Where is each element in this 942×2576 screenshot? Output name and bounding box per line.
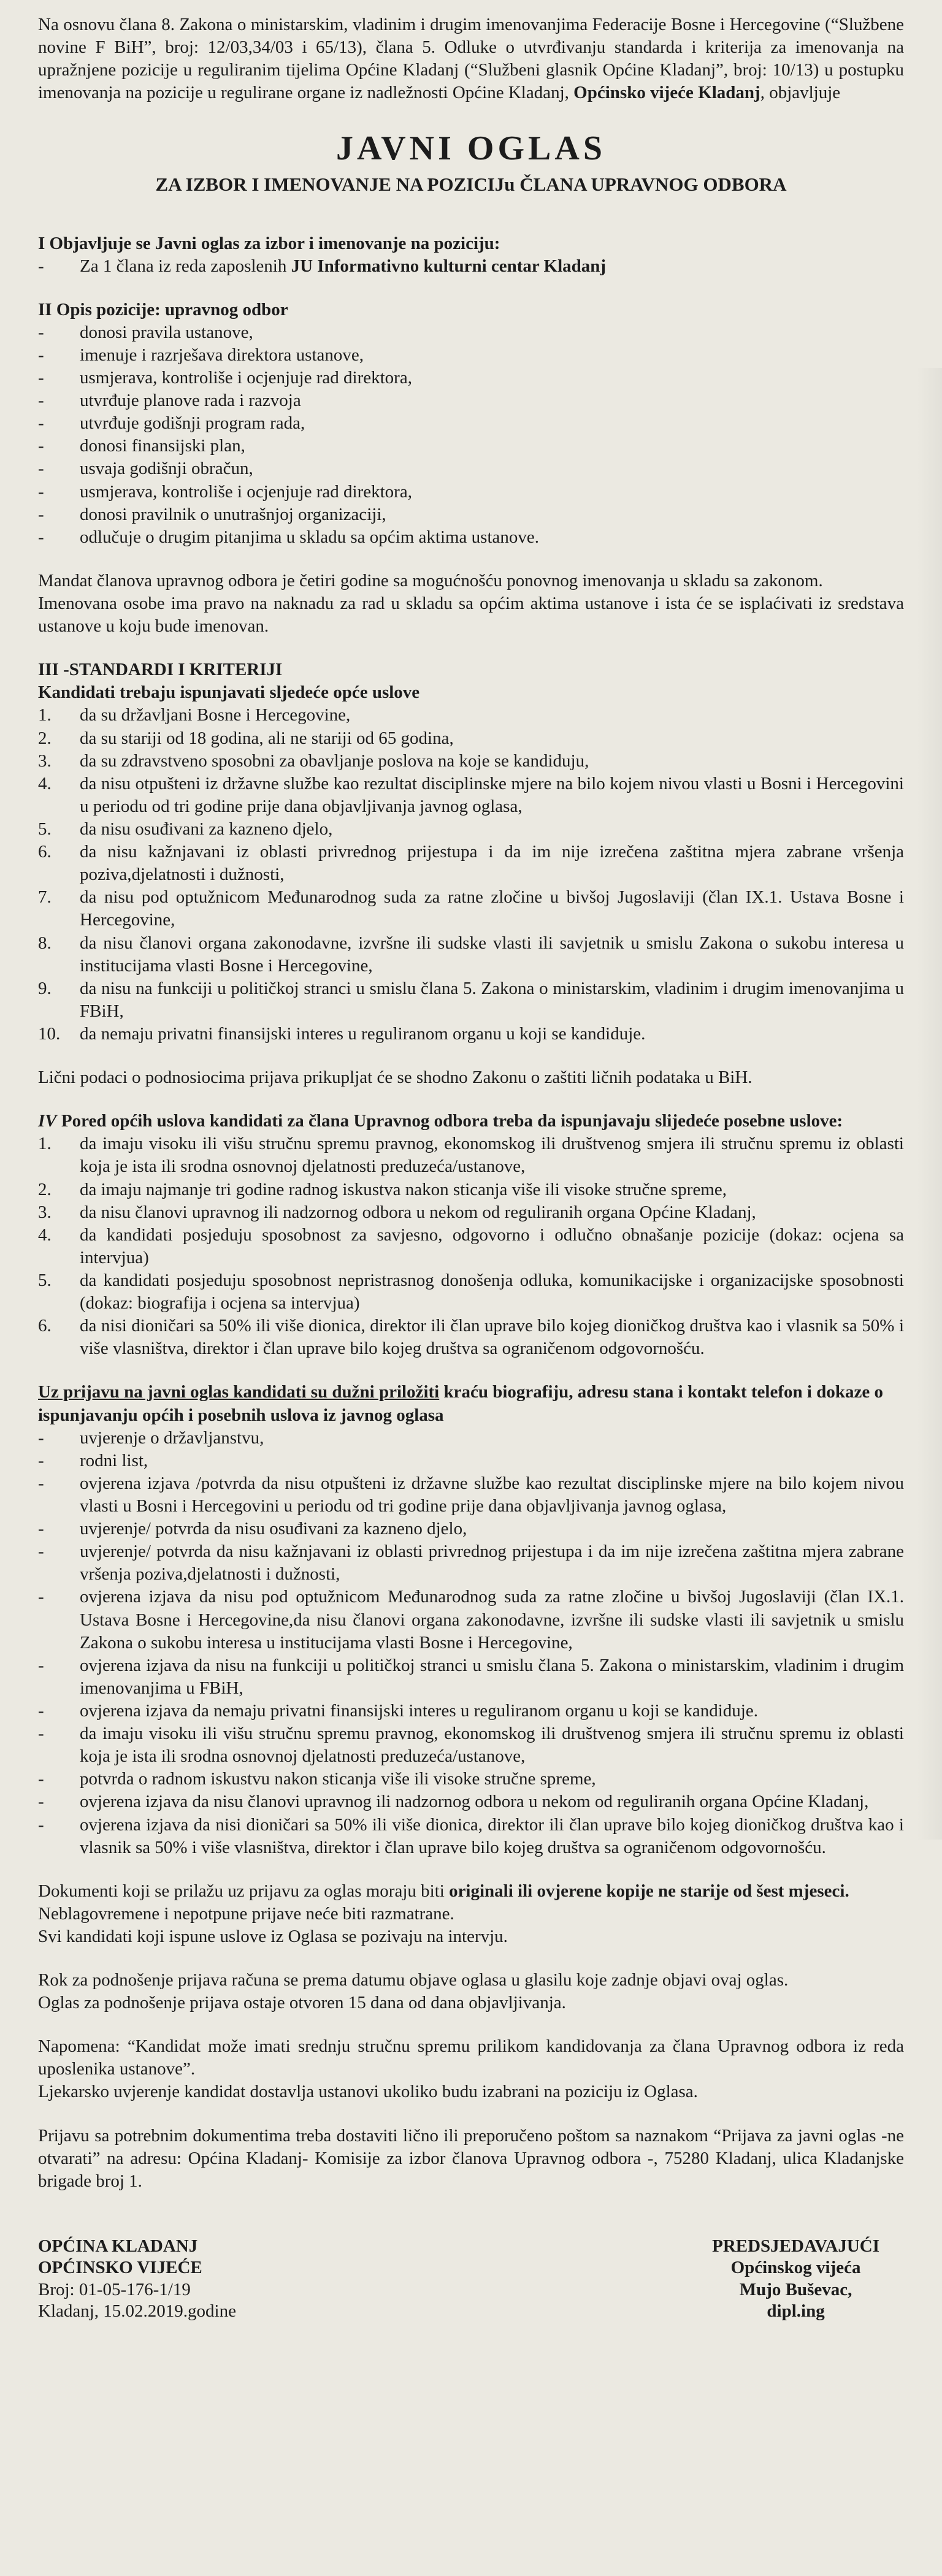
compensation-text: Imenovana osobe ima pravo na naknadu za rad u skladu sa općim aktima ustanove i ista će se isplaćivati iz sredstava ustanove u koju bude imenovan. bbox=[38, 594, 904, 636]
list-item bbox=[38, 841, 904, 886]
list-item: - rodni list, bbox=[38, 1450, 904, 1472]
list-text: da nisu članovi organa zakonodavne, izvršne ili sudske vlasti ili savjetnik u smislu Zakona o sukobu interesa u institucijama vlasti Bosne i Hercegovine, bbox=[80, 933, 904, 976]
list-number: 5. bbox=[38, 1270, 52, 1290]
list-number: 7. bbox=[38, 887, 52, 908]
list-number: 5. bbox=[38, 819, 52, 839]
list-item: - uvjerenje/ potvrda da nisu kažnjavani iz oblasti privrednog prijestupa i da im nije izrečena zaštitna mjera zabrane vršenja poziva,djelatnosti i dužnosti, bbox=[38, 1540, 904, 1586]
list-number: 6. bbox=[38, 1316, 52, 1336]
chairman-title: dipl.ing bbox=[767, 2301, 825, 2322]
chairman-name: Mujo Buševac, bbox=[739, 2279, 852, 2299]
list-item: - usvaja godišnji obračun, bbox=[38, 457, 904, 480]
issuer-block bbox=[38, 2236, 236, 2323]
section-description bbox=[38, 299, 904, 549]
section-position bbox=[38, 232, 904, 278]
position-list bbox=[38, 255, 904, 278]
documents-text: Dokumenti koji se prilažu uz prijavu za oglas moraju biti originali ili ovjerene kopije ne starije od šest mjeseci. bbox=[38, 1881, 849, 1901]
list-number: 4. bbox=[38, 1225, 52, 1245]
list-number: 9. bbox=[38, 978, 52, 998]
list-item: - utvrđuje planove rada i razvoja bbox=[38, 389, 904, 412]
document-subtitle: ZA IZBOR I IMENOVANJE NA POZICIJu ČLANA UPRAVNOG ODBORA bbox=[155, 173, 787, 195]
list-text: da nisu kažnjavani iz oblasti privrednog prijestupa i da im nije izrečena zaštitna mjera zabrane vršenja poziva,djelatnosti i dužnosti, bbox=[80, 842, 904, 885]
list-item: - ovjerena izjava da nemaju privatni finansijski interes u reguliranom organu u koji se kandiduje. bbox=[38, 1700, 904, 1722]
list-text: da su stariji od 18 godina, ali ne stariji od 65 godina, bbox=[80, 728, 454, 748]
section-criteria-heading: III -STANDARDI I KRITERIJI bbox=[38, 660, 283, 680]
list-item: - potvrda o radnom iskustvu nakon sticanja više ili visoke stručne spreme, bbox=[38, 1768, 904, 1791]
list-item bbox=[38, 773, 904, 818]
list-number: 6. bbox=[38, 842, 52, 862]
section-criteria-subheading: Kandidati trebaju ispunjavati sljedeće opće uslove bbox=[38, 682, 420, 703]
list-text: da nisu otpušteni iz državne službe kao rezultat disciplinske mjere na bilo kojem nivou vlasti u Bosni i Hercegovini u periodu od tri godine prije dana objavljivanja javnog oglasa, bbox=[80, 773, 904, 816]
list-item: - ovjerena izjava da nisi dioničari sa 50% ili više dionica, direktor ili član uprave bilo kojeg dioničkog društva kao i vlasnik sa 50% i više vlasništva, direktor i član uprave bilo kojeg društva sa ograničenom odgovornošću. bbox=[38, 1814, 904, 1859]
intro-paragraph bbox=[38, 13, 904, 104]
list-item bbox=[38, 818, 904, 841]
list-item bbox=[38, 977, 904, 1023]
list-item: - odlučuje o drugim pitanjima u skladu sa općim aktima ustanove. bbox=[38, 526, 904, 549]
list-number: 3. bbox=[38, 751, 52, 771]
list-item: - donosi finansijski plan, bbox=[38, 435, 904, 457]
list-number: 10. bbox=[38, 1024, 61, 1044]
list-text: da nemaju privatni finansijski interes u reguliranom organu u koji se kandiduje. bbox=[80, 1024, 646, 1044]
list-number: 2. bbox=[38, 728, 52, 748]
section-privacy bbox=[38, 1066, 904, 1089]
general-conditions-list bbox=[38, 704, 904, 1045]
list-item bbox=[38, 727, 904, 750]
document-number: Broj: 01-05-176-1/19 bbox=[38, 2279, 191, 2299]
list-item: - donosi pravila ustanove, bbox=[38, 321, 904, 344]
list-item bbox=[38, 1224, 904, 1269]
section-deadline bbox=[38, 1969, 904, 2014]
list-text: da imaju najmanje tri godine radnog iskustva nakon sticanja više ili visoke stručne spreme, bbox=[80, 1179, 727, 1199]
document-date: Kladanj, 15.02.2019.godine bbox=[38, 2301, 236, 2322]
intro-tail: , objavljuje bbox=[760, 83, 841, 103]
list-item: - ovjerena izjava da nisu na funkciji u političkoj stranci u smislu člana 5. Zakona o ministarskim, vladinim i drugim imenovanjima u FBiH, bbox=[38, 1654, 904, 1700]
chairman-block bbox=[712, 2236, 904, 2323]
list-item: - usmjerava, kontroliše i ocjenjuje rad direktora, bbox=[38, 367, 904, 389]
list-item bbox=[38, 1023, 904, 1045]
list-number: 2. bbox=[38, 1179, 52, 1199]
list-item: - ovjerena izjava /potvrda da nisu otpušteni iz državne službe kao rezultat disciplinske mjere na bilo kojem nivou vlasti u Bosni i Hercegovini u periodu od tri godine prije dana objavljivanja javnog oglasa, bbox=[38, 1472, 904, 1518]
list-text: da kandidati posjeduju sposobnost za savjesno, odgovorno i odlučno obnašanje pozicije (dokaz: ocjena sa intervjua) bbox=[80, 1225, 904, 1267]
note-line2: Ljekarsko uvjerenje kandidat dostavlja ustanovi ukoliko budu izabrani na poziciju iz Oglasa. bbox=[38, 2082, 698, 2102]
list-item: - da imaju visoku ili višu stručnu spremu pravnog, ekonomskog ili društvenog smjera ili stručnu spremu iz oblasti koja je ista ili srodna osnovnoj djelatnosti preduzeća/ustanove, bbox=[38, 1722, 904, 1768]
list-text: da kandidati posjeduju sposobnost nepristrasnog donošenja odluka, komunikacijske i organizacijske sposobnosti (dokaz: biografija i ocjena sa intervjua) bbox=[80, 1270, 904, 1313]
list-text: da su državljani Bosne i Hercegovine, bbox=[80, 705, 351, 725]
list-item: - Za 1 člana iz reda zaposlenih JU Informativno kulturni centar Kladanj bbox=[38, 255, 904, 278]
section-note bbox=[38, 2035, 904, 2103]
attachments-list bbox=[38, 1427, 904, 1859]
list-text: da nisu članovi upravnog ili nadzornog odbora u nekom od reguliranih organa Općine Kladanj, bbox=[80, 1202, 756, 1222]
submission-text: Prijavu sa potrebnim dokumentima treba dostaviti lično ili preporučeno poštom sa naznakom “Prijava za javni oglas -ne otvarati” na adresu: Općina Kladanj- Komisije za izbor članova Upravnog odbora -, 75280 Kladanj, ulica Kladanjske brigade broj 1. bbox=[38, 2125, 904, 2191]
intro-text: Na osnovu člana 8. Zakona o ministarskim, vladinim i drugim imenovanjima Federacije Bosne i Hercegovine (“Službene novine F BiH”, broj: 12/03,34/03 i 65/13), člana 5. Odluke o utvrđivanju standarda i kriterija za imenovanja na upražnjene pozicije u reguliranim tijelima Općine Kladanj (“Službeni glasnik Općine Kladanj”, broj: 10/13) u postupku imenovanja na pozicije u regulirane organe iz nadležnosti Općine Kladanj, bbox=[38, 15, 904, 103]
section-attachments-heading: Uz prijavu na javni oglas kandidati su dužni priložiti kraću biografiju, adresu stana i kontakt telefon i dokaze o ispunjavanju općih i posebnih uslova iz javnog oglasa bbox=[38, 1382, 883, 1425]
mandate-text: Mandat članova upravnog odbora je četiri godine sa mogućnošću ponovnog imenovanja u skladu sa zakonom. bbox=[38, 570, 823, 590]
section-special-heading: IV Pored općih uslova kandidati za člana Upravnog odbora treba da ispunjavaju slijedeće posebne uslove: bbox=[38, 1111, 843, 1131]
section-special bbox=[38, 1110, 904, 1360]
list-item: - usmjerava, kontroliše i ocjenjuje rad direktora, bbox=[38, 481, 904, 503]
list-text: da nisu na funkciji u političkoj stranci u smislu člana 5. Zakona o ministarskim, vladinim i drugim imenovanjima u FBiH, bbox=[80, 978, 904, 1021]
list-item bbox=[38, 1179, 904, 1201]
list-item: - uvjerenje/ potvrda da nisu osuđivani za kazneno djelo, bbox=[38, 1518, 904, 1540]
incomplete-text: Neblagovremene i nepotpune prijave neće biti razmatrane. bbox=[38, 1903, 454, 1924]
signature-block bbox=[38, 2236, 904, 2323]
list-number: 8. bbox=[38, 933, 52, 953]
section-mandate bbox=[38, 570, 904, 638]
list-item: - donosi pravilnik o unutrašnjoj organizaciji, bbox=[38, 503, 904, 526]
list-item bbox=[38, 932, 904, 977]
list-item bbox=[38, 704, 904, 727]
list-item: - uvjerenje o državljanstvu, bbox=[38, 1427, 904, 1450]
list-text: da su zdravstveno sposobni za obavljanje poslova na koje se kandiduju, bbox=[80, 751, 589, 771]
list-text: da nisi dioničari sa 50% ili više dionica, direktor ili član uprave bilo kojeg dioničkog društva kao i vlasnik sa 50% i više vlasništva, direktor i član uprave bilo kojeg društva sa ograničenom odgovornošću. bbox=[80, 1316, 904, 1359]
list-text: da nisu pod optužnicom Međunarodnog suda za ratne zločine u bivšoj Jugoslaviji (član IX.1. Ustava Bosne i Hercegovine, bbox=[80, 887, 904, 930]
list-number: 4. bbox=[38, 773, 52, 793]
list-text: da imaju visoku ili višu stručnu spremu pravnog, ekonomskog ili društvenog smjera ili stručnu spremu iz oblasti koja je ista ili srodna osnovnoj djelatnosti preduzeća/ustanove, bbox=[80, 1134, 904, 1177]
list-number: 1. bbox=[38, 1134, 52, 1154]
chairman-body: Općinskog vijeća bbox=[730, 2258, 861, 2278]
section-attachments bbox=[38, 1381, 904, 1859]
privacy-text: Lični podaci o podnosiocima prijava prikupljat će se shodno Zakonu o zaštiti ličnih podataka u BiH. bbox=[38, 1068, 752, 1088]
section-submission bbox=[38, 2125, 904, 2193]
list-item bbox=[38, 886, 904, 931]
deadline-line2: Oglas za podnošenje prijava ostaje otvoren 15 dana od dana objavljivanja. bbox=[38, 1993, 566, 2013]
section-description-heading: II Opis pozicije: upravnog odbor bbox=[38, 299, 288, 319]
deadline-line1: Rok za podnošenje prijava računa se prema datumu objave oglasa u glasilu koje zadnje objavi ovaj oglas. bbox=[38, 1970, 789, 1990]
issuer-council: OPĆINSKO VIJEĆE bbox=[38, 2258, 202, 2278]
section-documents bbox=[38, 1880, 904, 1948]
intro-issuer: Općinsko vijeće Kladanj bbox=[573, 83, 760, 103]
list-number: 1. bbox=[38, 705, 52, 725]
list-item bbox=[38, 1315, 904, 1360]
interview-text: Svi kandidati koji ispune uslove iz Oglasa se pozivaju na intervju. bbox=[38, 1926, 508, 1946]
list-item bbox=[38, 750, 904, 773]
description-list bbox=[38, 321, 904, 549]
list-item bbox=[38, 1201, 904, 1224]
chairman-role: PREDSJEDAVAJUĆI bbox=[712, 2236, 879, 2256]
list-item bbox=[38, 1269, 904, 1315]
note-line1: Napomena: “Kandidat može imati srednju stručnu spremu prilikom kandidovanja za člana Upravnog odbora iz reda uposlenika ustanove”. bbox=[38, 2036, 904, 2079]
issuer-municipality: OPĆINA KLADANJ bbox=[38, 2236, 198, 2256]
section-criteria bbox=[38, 659, 904, 1045]
list-item bbox=[38, 1133, 904, 1178]
list-number: 3. bbox=[38, 1202, 52, 1222]
bleed-through-shadow bbox=[917, 368, 942, 1840]
list-item: - imenuje i razrješava direktora ustanove, bbox=[38, 344, 904, 367]
list-text: da nisu osuđivani za kazneno djelo, bbox=[80, 819, 333, 839]
special-conditions-list bbox=[38, 1133, 904, 1360]
section-position-heading: I Objavljuje se Javni oglas za izbor i imenovanje na poziciju: bbox=[38, 233, 500, 253]
document-title: JAVNI OGLAS bbox=[336, 129, 606, 168]
list-item: - ovjerena izjava da nisu pod optužnicom Međunarodnog suda za ratne zločine u bivšoj Jugoslaviji (član IX.1. Ustava Bosne i Hercegovine,da nisu članovi organa zakonodavne, izvršne ili sudske vlasti ili savjetnik u smislu Zakona o sukobu interesa u institucijama vlasti Bosne i Hercegovine, bbox=[38, 1586, 904, 1654]
list-item: - ovjerena izjava da nisu članovi upravnog ili nadzornog odbora u nekom od reguliranih organa Općine Kladanj, bbox=[38, 1791, 904, 1813]
list-item: - utvrđuje godišnji program rada, bbox=[38, 412, 904, 435]
